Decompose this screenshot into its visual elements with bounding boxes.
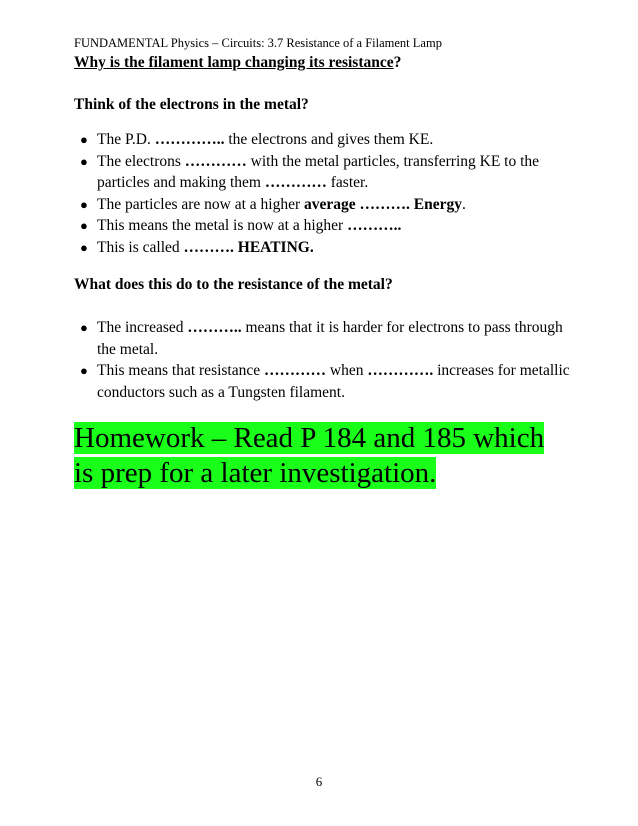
bullet-list-electrons: [74, 129, 574, 258]
page-number: 6: [315, 774, 323, 789]
bullet-text: The particles are now at a higher: [97, 195, 305, 213]
bullet-text: with the metal particles, transferring KE to the particles and making them: [97, 152, 540, 191]
section-heading-resistance: What does this do to the resistance of the metal?: [74, 276, 393, 293]
list-item: [74, 360, 574, 403]
bullet-text: The electrons: [97, 152, 185, 170]
bullet-text: increases for metallic conductors such as a Tungsten filament.: [97, 362, 570, 401]
bullet-text: when: [329, 362, 368, 379]
blank-placeholder: ………. HEATING.: [183, 238, 314, 256]
blank-placeholder: ………..: [347, 217, 402, 234]
bullet-icon: ●: [80, 132, 88, 147]
blank-placeholder: ………..: [187, 319, 246, 336]
bullet-icon: ●: [80, 363, 88, 378]
bullet-icon: ●: [80, 196, 88, 212]
bullet-text: faster.: [330, 174, 369, 191]
bullet-text: the electrons and gives them KE.: [228, 131, 434, 148]
list-item: [74, 151, 574, 194]
bullet-text: The P.D.: [97, 131, 155, 148]
homework-text: Homework – Read P 184 and 185 which is prep for a later investigation.: [74, 422, 545, 489]
bullet-text: This means the metal is now at a higher: [97, 217, 348, 234]
page-title: [74, 53, 401, 72]
bullet-icon: ●: [80, 218, 88, 233]
blank-placeholder: …………: [264, 174, 331, 191]
blank-placeholder: average ………. Energy: [304, 195, 462, 213]
list-item: [74, 194, 574, 216]
bullet-text: This means that resistance: [97, 362, 265, 379]
section-heading-electrons: Think of the electrons in the metal?: [74, 96, 309, 113]
list-item: [74, 317, 574, 360]
blank-placeholder: …………..: [154, 131, 229, 148]
blank-placeholder: …………: [264, 362, 330, 379]
bullet-icon: ●: [80, 239, 88, 255]
blank-placeholder: ………….: [367, 362, 438, 379]
bullet-list-resistance: [74, 317, 574, 403]
bullet-text: .: [462, 195, 466, 213]
bullet-icon: ●: [80, 320, 88, 335]
bullet-text: means that it is harder for electrons to pass through the metal.: [97, 319, 563, 358]
blank-placeholder: …………: [184, 152, 251, 170]
list-item: [74, 237, 574, 259]
list-item: [74, 129, 574, 151]
homework-note: [74, 421, 554, 491]
page-title-text: Why is the filament lamp changing its resistance: [74, 54, 394, 71]
list-item: [74, 215, 574, 237]
bullet-text: The increased: [97, 319, 188, 336]
bullet-icon: ●: [80, 153, 88, 169]
page-header: FUNDAMENTAL Physics – Circuits: 3.7 Resistance of a Filament Lamp: [74, 36, 442, 50]
bullet-text: This is called: [97, 238, 184, 256]
page-title-suffix: ?: [393, 54, 402, 71]
